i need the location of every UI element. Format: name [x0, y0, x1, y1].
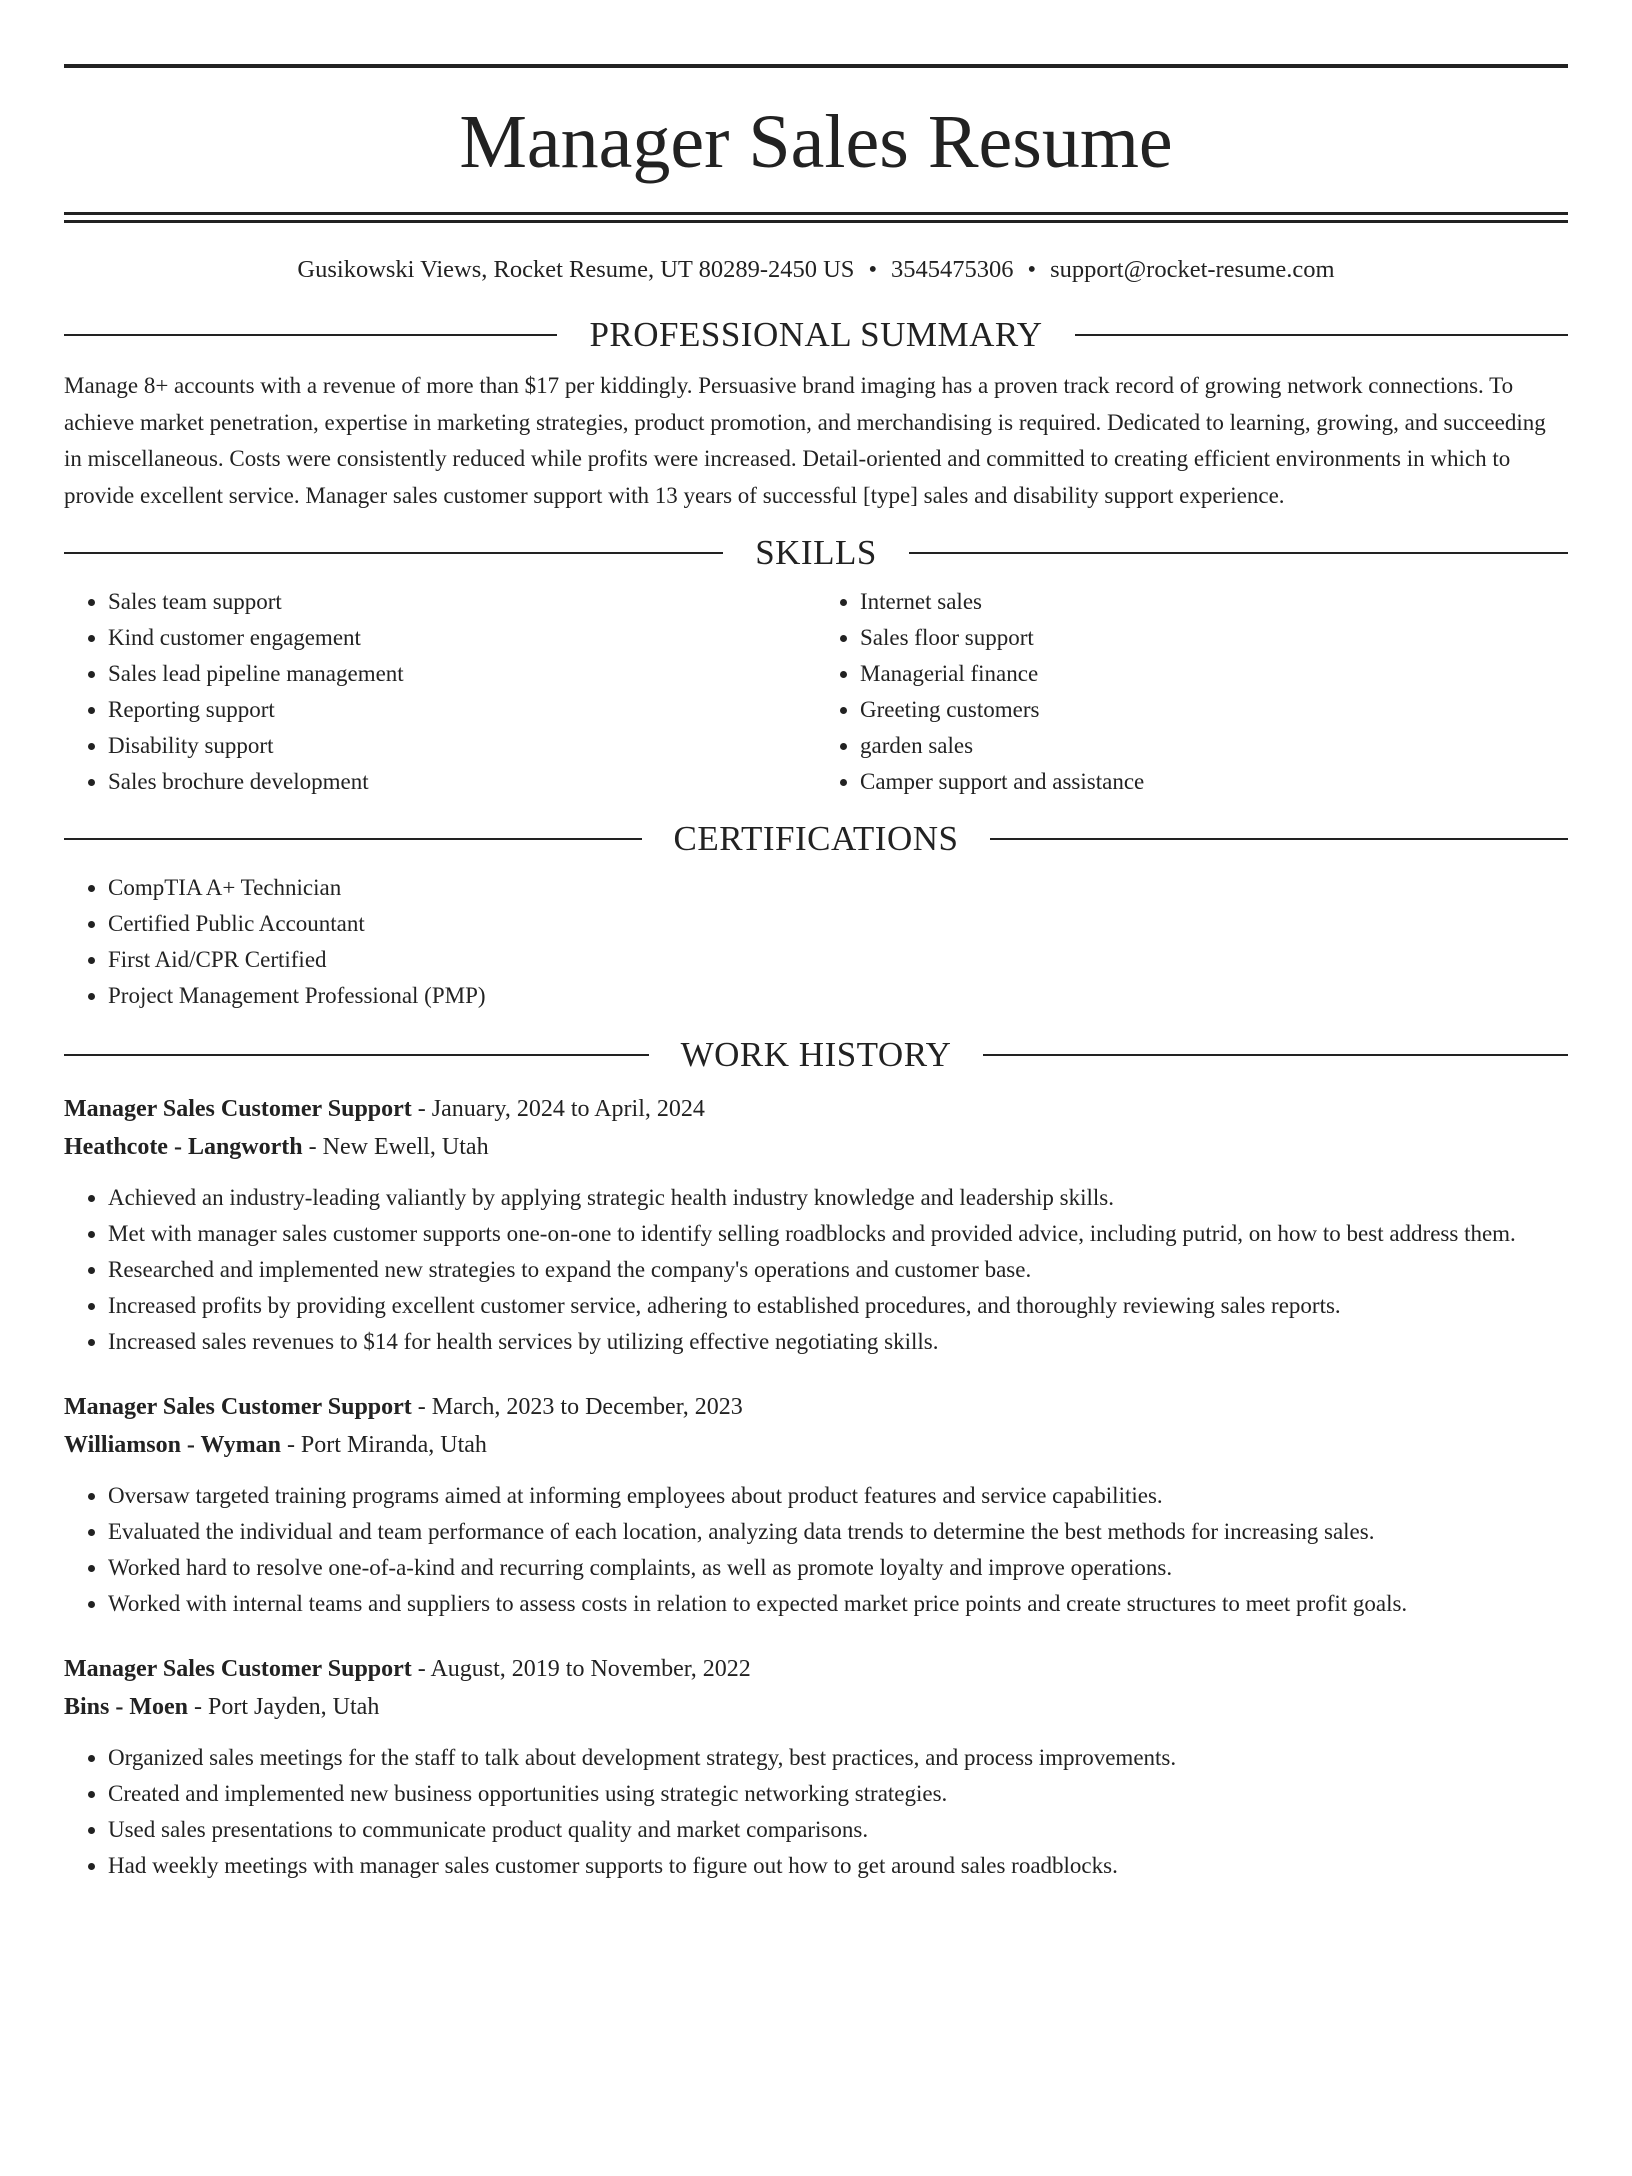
top-rule — [64, 64, 1568, 68]
job-bullet: • Used sales presentations to communicate product quality and market comparisons. — [108, 1812, 1568, 1848]
job-bullet: • Increased sales revenues to $14 for health services by utilizing effective negotiating skills. — [108, 1324, 1568, 1360]
skill-item: • Kind customer engagement — [108, 620, 816, 656]
job-entry — [64, 1650, 1568, 1884]
job-company: Bins - Moen — [64, 1694, 189, 1721]
job-company-line — [64, 1426, 1568, 1464]
title-double-rule — [64, 212, 1568, 223]
skill-item: • garden sales — [860, 728, 1568, 764]
job-dates: - January, 2024 to April, 2024 — [417, 1096, 705, 1123]
skill-item: • Reporting support — [108, 692, 816, 728]
skills-heading: SKILLS — [755, 533, 877, 573]
job-bullet: • Increased profits by providing excellent customer service, adhering to established procedures, and thoroughly reviewing sales reports. — [108, 1288, 1568, 1324]
job-entry — [64, 1388, 1568, 1622]
certification-item: • Certified Public Accountant — [108, 906, 1568, 942]
skill-item: • Sales team support — [108, 584, 816, 620]
job-location: - New Ewell, Utah — [308, 1134, 489, 1161]
section-rule — [909, 552, 1568, 554]
skills-right-column — [816, 584, 1568, 800]
section-rule — [64, 334, 557, 336]
certifications-heading: CERTIFICATIONS — [673, 819, 959, 859]
job-title: Manager Sales Customer Support — [64, 1394, 412, 1421]
skill-item: • Internet sales — [860, 584, 1568, 620]
summary-section-header — [64, 314, 1568, 356]
skill-item: • Camper support and assistance — [860, 764, 1568, 800]
job-company-line — [64, 1128, 1568, 1166]
job-bullets — [64, 1478, 1568, 1622]
job-company-line — [64, 1688, 1568, 1726]
job-company: Williamson - Wyman — [64, 1432, 281, 1459]
certifications-section-header — [64, 818, 1568, 860]
job-bullet: • Achieved an industry-leading valiantly by applying strategic health industry knowledge and leadership skills. — [108, 1180, 1568, 1216]
summary-heading: PROFESSIONAL SUMMARY — [589, 315, 1043, 355]
job-location: - Port Miranda, Utah — [286, 1432, 487, 1459]
contact-address: Gusikowski Views, Rocket Resume, UT 80289-2450 US — [297, 256, 855, 283]
contact-separator: • — [1027, 256, 1037, 283]
work-section-header — [64, 1034, 1568, 1076]
section-rule — [64, 552, 723, 554]
skill-item: • Greeting customers — [860, 692, 1568, 728]
job-dates: - March, 2023 to December, 2023 — [417, 1394, 743, 1421]
section-rule — [1075, 334, 1568, 336]
job-bullet: • Met with manager sales customer supports one-on-one to identify selling roadblocks and provided advice, including putrid, on how to best address them. — [108, 1216, 1568, 1252]
job-entry — [64, 1090, 1568, 1360]
resume-title: Manager Sales Resume — [459, 100, 1173, 184]
job-title: Manager Sales Customer Support — [64, 1656, 412, 1683]
job-bullet: • Created and implemented new business opportunities using strategic networking strategies. — [108, 1776, 1568, 1812]
skill-item: • Sales lead pipeline management — [108, 656, 816, 692]
skills-left-column — [64, 584, 816, 800]
skill-item: • Sales floor support — [860, 620, 1568, 656]
skill-item: • Disability support — [108, 728, 816, 764]
skills-section-header — [64, 532, 1568, 574]
contact-email: support@rocket-resume.com — [1050, 256, 1335, 283]
skill-item: • Sales brochure development — [108, 764, 816, 800]
certification-item: • CompTIA A+ Technician — [108, 870, 1568, 906]
job-bullet: • Researched and implemented new strategies to expand the company's operations and customer base. — [108, 1252, 1568, 1288]
contact-separator: • — [868, 256, 878, 283]
job-dates: - August, 2019 to November, 2022 — [417, 1656, 751, 1683]
summary-text: Manage 8+ accounts with a revenue of more than $17 per kiddingly. Persuasive brand imaging has a proven track record of growing network connections. To achieve market penetration, expertise in marketing strategies, product promotion, and merchandising is required. Dedicated to learning, growing, and succeeding in miscellaneous. Costs were consistently reduced while profits were increased. Detail-oriented and committed to creating efficient environments in which to provide excellent service. Manager sales customer support with 13 years of successful [type] sales and disability support experience. — [64, 373, 1546, 508]
job-bullets — [64, 1740, 1568, 1884]
job-title-line — [64, 1650, 1568, 1688]
skill-item: • Managerial finance — [860, 656, 1568, 692]
job-title: Manager Sales Customer Support — [64, 1096, 412, 1123]
contact-phone: 3545475306 — [891, 256, 1014, 283]
certifications-list — [64, 870, 1568, 1014]
job-bullet: • Oversaw targeted training programs aimed at informing employees about product features and service capabilities. — [108, 1478, 1568, 1514]
job-title-line — [64, 1090, 1568, 1128]
work-heading: WORK HISTORY — [680, 1035, 952, 1075]
section-rule — [990, 838, 1568, 840]
skills-list — [64, 584, 1568, 800]
job-title-line — [64, 1388, 1568, 1426]
section-rule — [64, 838, 642, 840]
job-location: - Port Jayden, Utah — [194, 1694, 380, 1721]
work-history — [64, 1090, 1568, 1884]
job-bullet: • Worked with internal teams and suppliers to assess costs in relation to expected market price points and create structures to meet profit goals. — [108, 1586, 1568, 1622]
job-bullet: • Organized sales meetings for the staff to talk about development strategy, best practices, and process improvements. — [108, 1740, 1568, 1776]
job-bullets — [64, 1180, 1568, 1360]
certification-item: • Project Management Professional (PMP) — [108, 978, 1568, 1014]
job-bullet: • Evaluated the individual and team performance of each location, analyzing data trends to determine the best methods for increasing sales. — [108, 1514, 1568, 1550]
section-rule — [983, 1054, 1568, 1056]
resume-page — [0, 64, 1632, 2176]
certification-item: • First Aid/CPR Certified — [108, 942, 1568, 978]
job-bullet: • Worked hard to resolve one-of-a-kind and recurring complaints, as well as promote loyalty and improve operations. — [108, 1550, 1568, 1586]
section-rule — [64, 1054, 649, 1056]
job-bullet: • Had weekly meetings with manager sales customer supports to figure out how to get around sales roadblocks. — [108, 1848, 1568, 1884]
job-company: Heathcote - Langworth — [64, 1134, 303, 1161]
contact-line — [64, 255, 1568, 284]
